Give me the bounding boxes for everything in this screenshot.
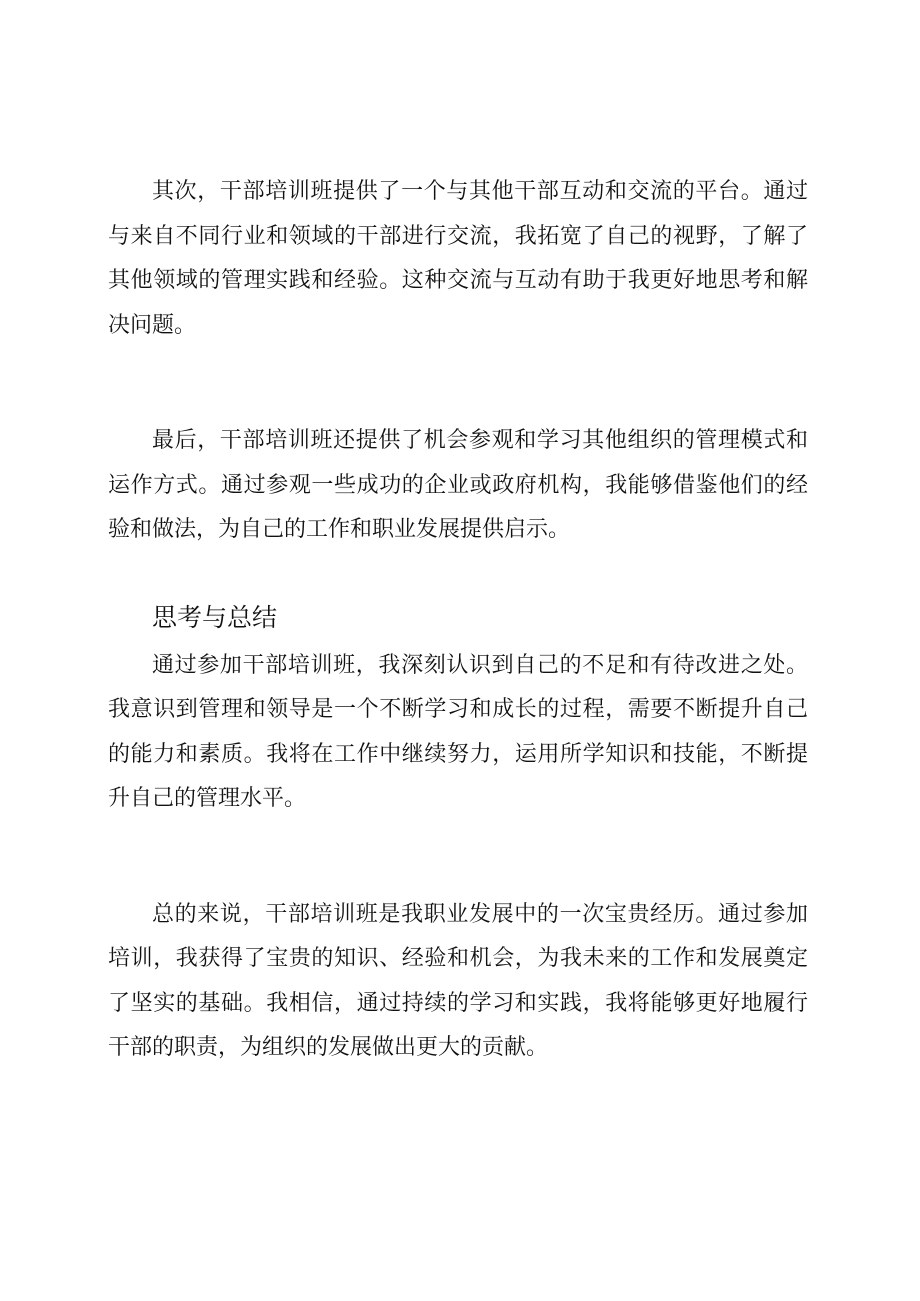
paragraph-site-visits: 最后，干部培训班还提供了机会参观和学习其他组织的管理模式和运作方式。通过参观一些成功的企业或政府机构，我能够借鉴他们的经验和做法，为自己的工作和职业发展提供启示。 [108,428,808,542]
section-heading: 思考与总结 [152,602,278,632]
document-body [108,170,808,1071]
paragraph-conclusion: 总的来说，干部培训班是我职业发展中的一次宝贵经历。通过参加培训，我获得了宝贵的知识、经验和机会，为我未来的工作和发展奠定了坚实的基础。我相信，通过持续的学习和实践，我将能够更好地履行干部的职责，为组织的发展做出更大的贡献。 [108,901,808,1060]
paragraph-exchange-platform: 其次，干部培训班提供了一个与其他干部互动和交流的平台。通过与来自不同行业和领域的干部进行交流，我拓宽了自己的视野，了解了其他领域的管理实践和经验。这种交流与互动有助于我更好地思考和解决问题。 [108,179,808,338]
paragraph-self-reflection: 通过参加干部培训班，我深刻认识到自己的不足和有待改进之处。我意识到管理和领导是一个不断学习和成长的过程，需要不断提升自己的能力和素质。我将在工作中继续努力，运用所学知识和技能，不断提升自己的管理水平。 [108,652,808,811]
